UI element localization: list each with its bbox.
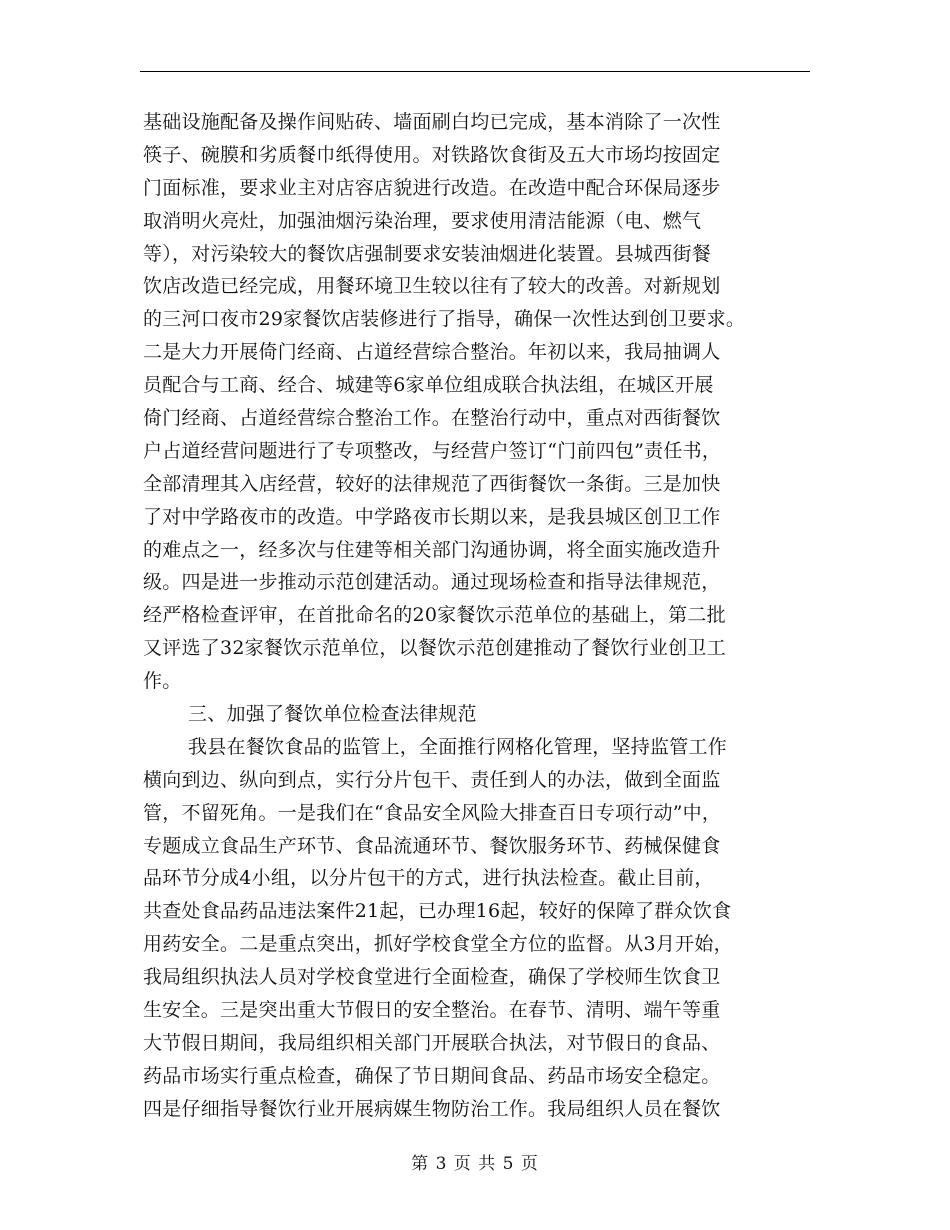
text-line: 我局组织执法人员对学校食堂进行全面检查，确保了学校师生饮食卫 [143,966,721,989]
text-line: 饮店改造已经完成，用餐环境卫生较以往有了较大的改善。对新规划 [143,275,721,298]
text-line: 生安全。三是突出重大节假日的安全整治。在春节、清明、端午等重 [143,999,721,1022]
text-line: 管，不留死角。一是我们在“食品安全风险大排查百日专项行动”中， [143,801,722,824]
text-line: 基础设施配备及操作间贴砖、墙面刷白均已完成，基本消除了一次性 [143,111,721,133]
text-line: 二是大力开展倚门经商、占道经营综合整治。年初以来，我局抽调人 [143,341,721,364]
text-line: 了对中学路夜市的改造。中学路夜市长期以来，是我县城区创卫工作 [143,505,721,528]
text-line: 等），对污染较大的餐饮店强制要求安装油烟进化装置。县城西街餐 [143,242,712,265]
text-line: 大节假日期间，我局组织相关部门开展联合执法，对节假日的食品、 [143,1031,721,1054]
section-heading: 三、加强了餐饮单位检查法律规范 [188,703,477,726]
text-line: 专题成立食品生产环节、食品流通环节、餐饮服务环节、药械保健食 [143,834,721,857]
text-line: 横向到边、纵向到点，实行分片包干、责任到人的办法，做到全面监 [143,768,721,791]
text-line: 门面标准，要求业主对店容店貌进行改造。在改造中配合环保局逐步 [143,176,721,199]
page-number: 第 3 页 共 5 页 [411,1154,539,1174]
text-line: 共查处食品药品违法案件21起，已办理16起，较好的保障了群众饮食 [143,900,732,923]
text-line: 用药安全。二是重点突出，抓好学校食堂全方位的监督。从3月开始， [143,933,733,956]
text-line: 的难点之一，经多次与住建等相关部门沟通协调，将全面实施改造升 [143,538,721,561]
text-line: 级。四是进一步推动示范创建活动。通过现场检查和指导法律规范， [143,571,721,594]
text-line: 的三河口夜市29家餐饮店装修进行了指导，确保一次性达到创卫要求。 [143,308,746,331]
text-line: 员配合与工商、经合、城建等6家单位组成联合执法组，在城区开展 [143,374,714,397]
text-line: 作。 [143,670,182,693]
text-line: 倚门经商、占道经营综合整治工作。在整治行动中，重点对西街餐饮 [143,407,721,430]
text-line: 四是仔细指导餐饮行业开展病媒生物防治工作。我局组织人员在餐饮 [143,1097,721,1120]
text-line: 品环节分成4小组，以分片包干的方式，进行执法检查。截止目前， [143,867,714,890]
text-line: 全部清理其入店经营，较好的法律规范了西街餐饮一条街。三是加快 [143,472,721,495]
text-line: 取消明火亮灶，加强油烟污染治理，要求使用清洁能源（电、燃气 [143,209,702,232]
body-text [143,106,833,1126]
text-line: 我县在餐饮食品的监管上，全面推行网格化管理，坚持监管工作 [188,735,728,758]
text-line: 经严格检查评审，在首批命名的20家餐饮示范单位的基础上，第二批 [143,604,726,627]
text-line: 又评选了32家餐饮示范单位，以餐饮示范创建推动了餐饮行业创卫工 [143,637,726,660]
text-line: 筷子、碗膜和劣质餐巾纸得使用。对铁路饮食街及五大市场均按固定 [143,143,721,166]
text-line: 药品市场实行重点检查，确保了节日期间食品、药品市场安全稳定。 [143,1064,721,1087]
text-line: 户占道经营问题进行了专项整改，与经营户签订“门前四包”责任书， [143,439,722,462]
header-rule [140,71,810,72]
